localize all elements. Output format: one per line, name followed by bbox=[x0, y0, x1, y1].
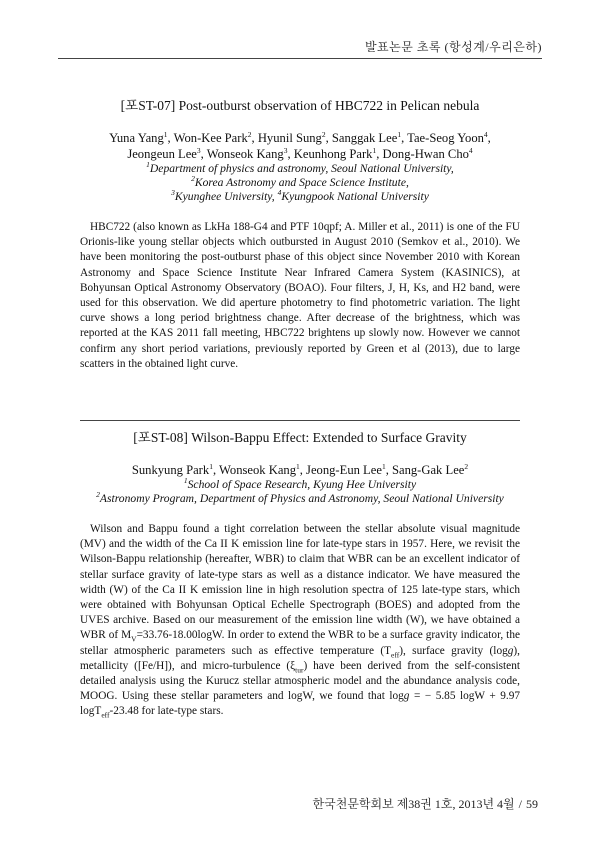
author: Sang-Gak Lee$^2$ bbox=[391, 461, 469, 477]
page-number: 59 bbox=[526, 797, 538, 811]
affiliation: $^1$School of Space Research, Kyung Hee University bbox=[183, 476, 417, 491]
affiliation: $^2$Korea Astronomy and Space Science Institute, bbox=[191, 174, 409, 189]
header-rule bbox=[58, 58, 542, 59]
author: Keunhong Park$^1$ bbox=[293, 145, 377, 161]
affiliation: $^3$Kyunghee University, $^4$Kyungpook National University bbox=[171, 188, 429, 203]
abstract-body: HBC722 (also known as LkHa 188-G4 and PTF 10qpf; A. Miller et al., 2011) is one of the FU Orionis-like young stellar objects which outbursted in August 2010 (Semkov et al., 2010). We have been monitoring the post-outburst phase of this object since November 2010 with Korean Astronomy and Space Science Institute Near Infrared Camera System (KASINICS), at Bohyunsan Optical Astronomy Observatory (BOAO). Four filters, J, H, Ks, and H2 band, were used for this observation. We did aperture photometry to find photometric variation. The light curve shows a long period brightness change. After decrease of the brightness, which was reported at the KAS 2011 fall meeting, HBC722 brightens up slowly now. However we cannot confirm any short period variations, previously reported by Green et al (2013), due to large scatters in the obtained light curve. bbox=[80, 221, 520, 370]
section-rule bbox=[80, 420, 520, 421]
author: Wonseok Kang$^3$ bbox=[206, 145, 288, 161]
author: Jeong-Eun Lee$^1$ bbox=[306, 461, 386, 477]
author: Tae-Seog Yoon$^4$ bbox=[407, 129, 488, 145]
author-list: Sunkyung Park$^1$, Wonseok Kang$^1$, Jeong-Eun Lee$^1$, Sang-Gak Lee$^2$ bbox=[131, 461, 469, 477]
affiliation: $^2$Astronomy Program, Department of Physics and Astronomy, Seoul National University bbox=[96, 490, 504, 505]
abstract-st07 bbox=[80, 94, 520, 372]
running-header: 발표논문 초록 (항성계/우리은하) bbox=[364, 40, 542, 54]
abstract-title: [포ST-08] Wilson-Bappu Effect: Extended to Surface Gravity bbox=[133, 430, 467, 445]
author: Sunkyung Park$^1$ bbox=[131, 461, 213, 477]
affiliation: $^1$Department of physics and astronomy, Seoul National University, bbox=[146, 160, 454, 175]
author: Hyunil Sung$^2$ bbox=[257, 129, 326, 145]
footer-separator: / bbox=[518, 797, 522, 811]
author: Sanggak Lee$^1$ bbox=[331, 129, 402, 145]
journal-citation: 한국천문학회보 제38권 1호, 2013년 4월 bbox=[312, 797, 515, 811]
page-footer bbox=[313, 795, 538, 812]
author: Won-Kee Park$^2$ bbox=[173, 129, 252, 145]
abstract-body: Wilson and Bappu found a tight correlation between the stellar absolute visual magnitude (MV) and the width of the Ca II K emission line for late-type stars in 1957. Here, we revisit the Wilson-Bappu relationship (hereafter, WBR) to claim that WBR can be an excellent indicator of stellar surface gravity of late-type stars as well as a distance indicator. We have measured the width (W) of the Ca II K emission line in high resolution spectra of 125 late-type stars, which were obtained with Bohyunsan Optical Echelle Spectrograph (BOES) and adopted from the UVES archive. Based on our measurement of the emission line width (W), we have obtained a WBR of $M_V=33.76-18.00\log W$. In order to extend the WBR to be a surface gravity indicator, the stellar atmospheric parameters such as effective temperature $(T_{eff})$, surface gravity (logg), metallicity ([Fe/H]), and micro-turbulence $(\xi_{tur})$ have been derived from the self-consistent detailed analysis using the Kurucz stellar atmospheric model and the abundance analysis code, MOOG. Using these stellar parameters and logW, we found that logg = − 5.85 logW + 9.97 logT$_{eff}$-23.48 for late-type stars. bbox=[80, 523, 520, 720]
abstract-st08 bbox=[80, 426, 520, 720]
author-list: Yuna Yang$^1$, Won-Kee Park$^2$, Hyunil Sung$^2$, Sanggak Lee$^1$, Tae-Seog Yoon$^4$, Jeongeun Lee$^3$, Wonseok Kang$^3$, Keunhong Park$^1$, Dong-Hwan Cho$^4$ bbox=[109, 129, 491, 161]
author: Yuna Yang$^1$ bbox=[109, 129, 168, 145]
author: Dong-Hwan Cho$^4$ bbox=[382, 145, 473, 161]
author: Wonseok Kang$^1$ bbox=[219, 461, 300, 477]
abstract-title: [포ST-07] Post-outburst observation of HBC722 in Pelican nebula bbox=[120, 98, 480, 113]
author: Jeongeun Lee$^3$ bbox=[127, 145, 201, 161]
